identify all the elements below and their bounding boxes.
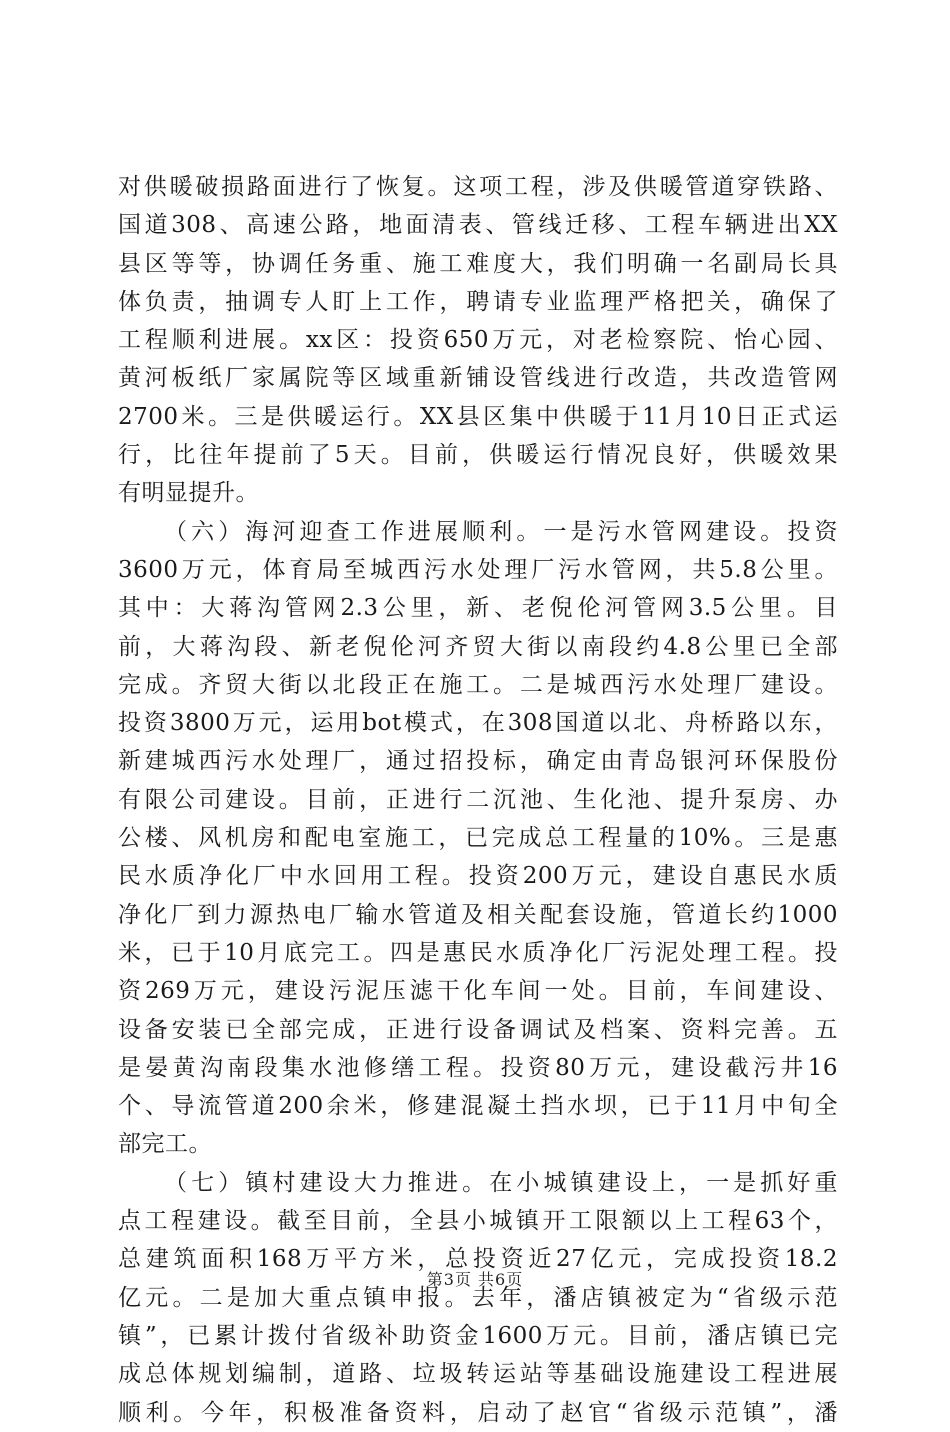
text-line: 有明显提升。 bbox=[118, 480, 259, 507]
text-line: 总建筑面积168万平方米，总投资近27亿元，完成投资18.2 bbox=[118, 1246, 838, 1273]
text-line: 行，比往年提前了5天。目前，供暖运行情况良好，供暖效果 bbox=[118, 442, 838, 469]
page-footer: 第3页 共6页 bbox=[426, 1270, 524, 1289]
text-line: 公楼、风机房和配电室施工，已完成总工程量的10%。三是惠 bbox=[118, 825, 838, 852]
text-line: 顺利。今年，积极准备资料，启动了赵官“省级示范镇”，潘 bbox=[118, 1399, 838, 1426]
body-text bbox=[118, 168, 838, 1432]
paragraph-first-line: （七）镇村建设大力推进。在小城镇建设上，一是抓好重 bbox=[164, 1169, 838, 1196]
text-line: 净化厂到力源热电厂输水管道及相关配套设施，管道长约1000 bbox=[118, 901, 838, 928]
text-line: 镇”，已累计拨付省级补助资金1600万元。目前，潘店镇已完 bbox=[118, 1322, 838, 1349]
text-line: 2700米。三是供暖运行。XX县区集中供暖于11月10日正式运 bbox=[118, 403, 838, 430]
text-line: 黄河板纸厂家属院等区域重新铺设管线进行改造，共改造管网 bbox=[118, 365, 838, 392]
text-line: 新建城西污水处理厂，通过招投标，确定由青岛银河环保股份 bbox=[118, 748, 838, 775]
text-line: 投资3800万元，运用bot模式，在308国道以北、舟桥路以东， bbox=[118, 710, 838, 737]
text-line: 民水质净化厂中水回用工程。投资200万元，建设自惠民水质 bbox=[118, 863, 838, 890]
text-line: 设备安装已全部完成，正进行设备调试及档案、资料完善。五 bbox=[118, 1016, 838, 1043]
text-line: 点工程建设。截至目前，全县小城镇开工限额以上工程63个， bbox=[118, 1208, 838, 1235]
text-line: 个、导流管道200余米，修建混凝土挡水坝，已于11月中旬全 bbox=[118, 1093, 838, 1120]
text-line: 有限公司建设。目前，正进行二沉池、生化池、提升泵房、办 bbox=[118, 786, 838, 813]
text-line: 3600万元，体育局至城西污水处理厂污水管网，共5.8公里。 bbox=[118, 556, 838, 583]
text-line: 是晏黄沟南段集水池修缮工程。投资80万元，建设截污井16 bbox=[118, 1054, 838, 1081]
text-line: 部完工。 bbox=[118, 1131, 212, 1158]
text-line: 完成。齐贸大街以北段正在施工。二是城西污水处理厂建设。 bbox=[118, 671, 838, 698]
text-line: 工程顺利进展。xx区：投资650万元，对老检察院、怡心园、 bbox=[118, 327, 838, 354]
text-line: 米，已于10月底完工。四是惠民水质净化厂污泥处理工程。投 bbox=[118, 939, 838, 966]
text-line: 国道308、高速公路，地面清表、管线迁移、工程车辆进出XX bbox=[118, 212, 838, 239]
text-line: 对供暖破损路面进行了恢复。这项工程，涉及供暖管道穿铁路、 bbox=[118, 174, 838, 200]
paragraph-first-line: （六）海河迎查工作进展顺利。一是污水管网建设。投资 bbox=[164, 518, 838, 545]
text-line: 成总体规划编制，道路、垃圾转运站等基础设施建设工程进展 bbox=[118, 1361, 838, 1388]
text-line: 县区等等，协调任务重、施工难度大，我们明确一名副局长具 bbox=[118, 250, 838, 277]
text-line: 资269万元，建设污泥压滤干化车间一处。目前，车间建设、 bbox=[118, 978, 838, 1005]
text-line: 前，大蒋沟段、新老倪伦河齐贸大街以南段约4.8公里已全部 bbox=[118, 633, 838, 660]
text-line: 体负责，抽调专人盯上工作，聘请专业监理严格把关，确保了 bbox=[118, 288, 838, 315]
text-line: 其中：大蒋沟管网2.3公里，新、老倪伦河管网3.5公里。目 bbox=[118, 595, 838, 622]
text-line: 亿元。二是加大重点镇申报。去年，潘店镇被定为“省级示范 bbox=[118, 1284, 838, 1311]
